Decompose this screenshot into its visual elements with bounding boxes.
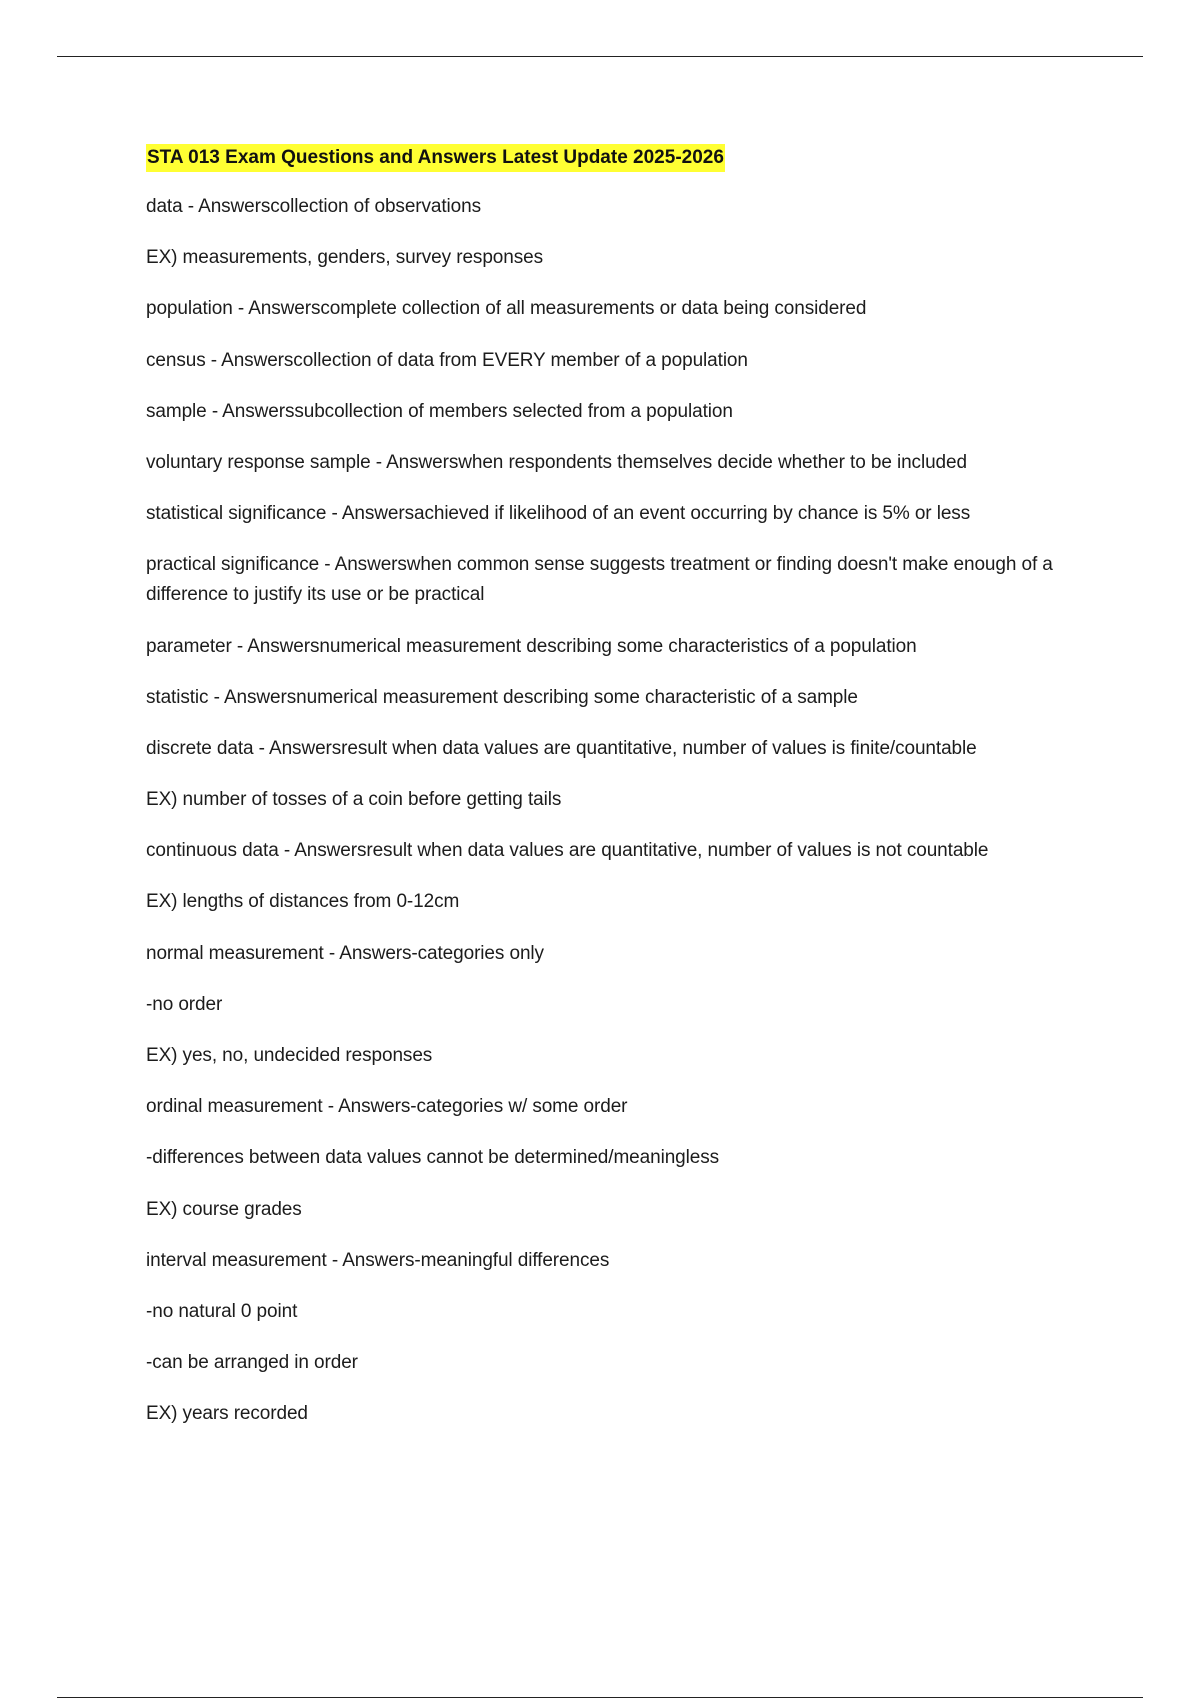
qa-entry: census - Answerscollection of data from EVERY member of a population [146,349,748,371]
qa-entry: interval measurement - Answers-meaningful differences [146,1249,610,1271]
document-title: STA 013 Exam Questions and Answers Latest Update 2025-2026 [146,144,725,172]
qa-entry: parameter - Answersnumerical measurement describing some characteristics of a population [146,635,917,657]
qa-entry: statistical significance - Answersachieved if likelihood of an event occurring by chance is 5% or less [146,503,971,525]
footer-rule [57,1697,1143,1698]
qa-entry: EX) lengths of distances from 0-12cm [146,891,460,913]
qa-entry: -can be arranged in order [146,1352,358,1374]
qa-entry: EX) yes, no, undecided responses [146,1045,433,1066]
qa-entry: continuous data - Answersresult when data values are quantitative, number of values is not countable [146,840,989,862]
qa-entry: EX) number of tosses of a coin before getting tails [146,789,562,811]
qa-entry: sample - Answerssubcollection of members selected from a population [146,400,733,422]
qa-entry: EX) course grades [146,1198,302,1220]
qa-entry: statistic - Answersnumerical measurement describing some characteristic of a sample [146,686,858,708]
qa-list [146,192,1096,1429]
qa-entry: EX) measurements, genders, survey responses [146,247,543,269]
qa-entry: discrete data - Answersresult when data values are quantitative, number of values is finite/countable [146,737,977,759]
qa-entry: normal measurement - Answers-categories only [146,942,544,964]
qa-entry: ordinal measurement - Answers-categories w/ some order [146,1096,628,1118]
qa-entry: voluntary response sample - Answerswhen respondents themselves decide whether to be included [146,451,967,473]
qa-entry: -differences between data values cannot be determined/meaningless [146,1147,720,1169]
document-body [146,144,1096,1451]
qa-entry: EX) years recorded [146,1403,308,1425]
qa-entry: -no natural 0 point [146,1300,298,1322]
header-rule [57,56,1143,57]
qa-entry: -no order [146,993,223,1015]
qa-entry: practical significance - Answerswhen common sense suggests treatment or finding doesn't make enough of a difference to justify its use or be practical [146,554,1053,606]
qa-entry: population - Answerscomplete collection of all measurements or data being considered [146,298,867,320]
qa-entry: data - Answerscollection of observations [146,196,482,217]
